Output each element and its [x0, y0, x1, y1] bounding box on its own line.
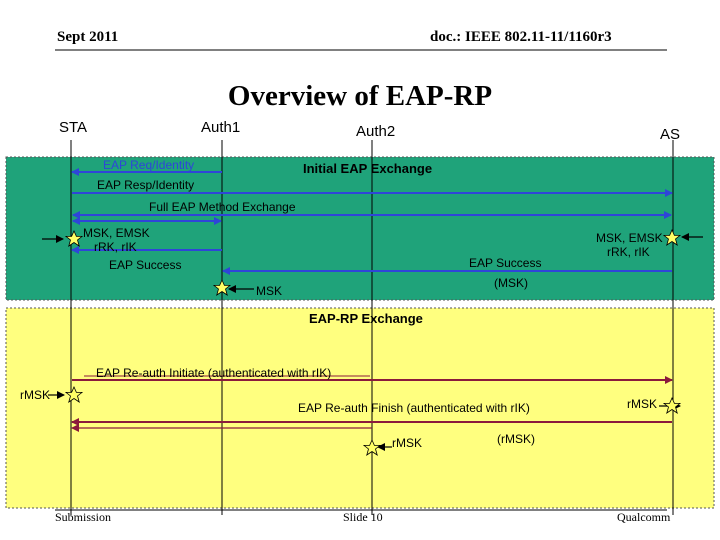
as-rmsk-label: rMSK [627, 397, 657, 411]
initial-eap-exchange-label: Initial EAP Exchange [303, 161, 433, 176]
sta-keys-line2: rRK, rIK [94, 240, 137, 254]
eap-req-identity-label: EAP Req/Identity [103, 158, 195, 172]
eap-success-left-label: EAP Success [109, 258, 182, 272]
entity-auth1: Auth1 [201, 119, 241, 136]
auth2-rmsk-label: rMSK [392, 436, 422, 450]
footer-company: Qualcomm [617, 510, 671, 524]
header-date: Sept 2011 [57, 29, 119, 45]
reauth-finish-label: EAP Re-auth Finish (authenticated with rIK) [298, 401, 530, 415]
eap-success-right-label: EAP Success [469, 256, 542, 270]
entity-sta: STA [59, 119, 88, 136]
entity-auth2: Auth2 [356, 123, 396, 140]
footer-slide-number: Slide 10 [343, 510, 383, 524]
msk-paren-label: (MSK) [494, 276, 528, 290]
full-eap-method-exchange-label: Full EAP Method Exchange [149, 200, 296, 214]
rmsk-paren-label: (rMSK) [497, 432, 535, 446]
reauth-initiate-label: EAP Re-auth Initiate (authenticated with rIK) [96, 366, 332, 380]
eap-rp-exchange-label: EAP-RP Exchange [309, 311, 423, 326]
footer-submission: Submission [55, 510, 112, 524]
header-doc: doc.: IEEE 802.11-11/1160r3 [430, 29, 612, 45]
entity-as: AS [660, 126, 681, 143]
as-keys-line1: MSK, EMSK [596, 231, 663, 245]
msk-label: MSK [256, 284, 283, 298]
sta-keys-line1: MSK, EMSK [83, 226, 150, 240]
page-title: Overview of EAP-RP [227, 80, 493, 112]
as-keys-line2: rRK, rIK [607, 245, 650, 259]
sta-rmsk-label: rMSK [20, 388, 50, 402]
eap-resp-identity-label: EAP Resp/Identity [97, 178, 195, 192]
